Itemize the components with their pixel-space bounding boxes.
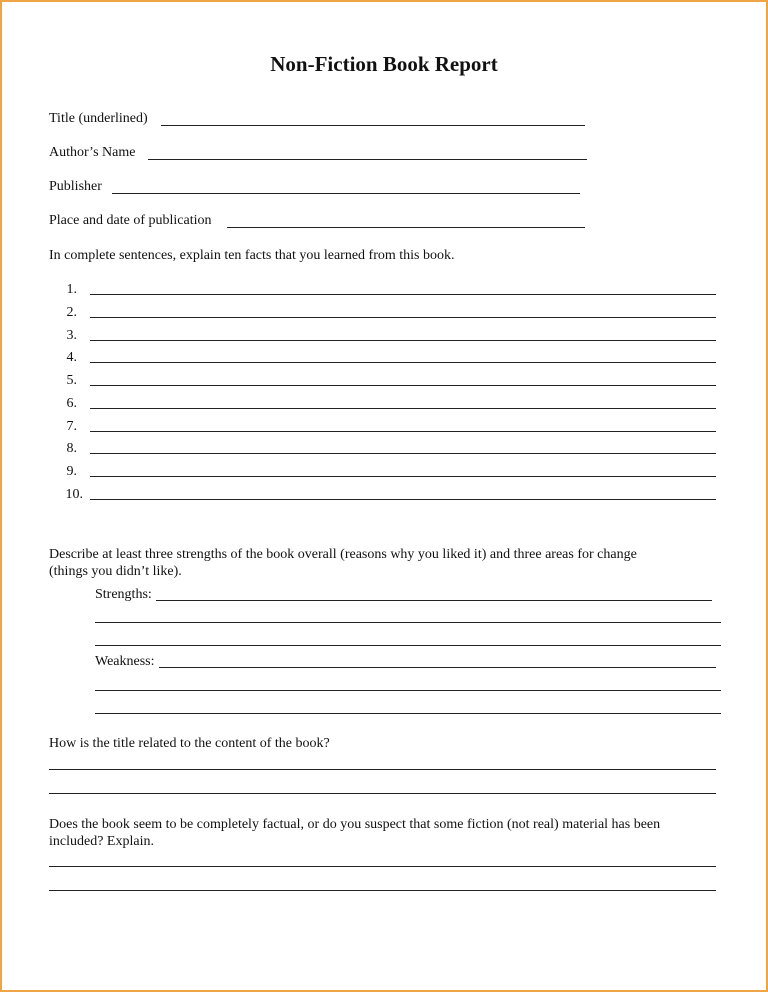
strengths-line[interactable]	[95, 645, 721, 646]
fact-line[interactable]	[90, 385, 716, 386]
fact-number: 10.	[65, 487, 83, 502]
fact-line[interactable]	[90, 499, 716, 500]
fact-number: 8.	[66, 441, 77, 456]
factual-answer-line[interactable]	[49, 890, 716, 891]
fact-line[interactable]	[90, 476, 716, 477]
fact-line[interactable]	[90, 431, 716, 432]
fact-number: 6.	[66, 396, 77, 411]
place-date-field-label: Place and date of publication	[49, 213, 212, 228]
fact-line[interactable]	[90, 408, 716, 409]
author-field-line[interactable]	[148, 159, 587, 160]
fact-number: 7.	[66, 419, 77, 434]
fact-number: 5.	[66, 373, 77, 388]
publisher-field-line[interactable]	[112, 193, 580, 194]
strengths-prompt-line1: Describe at least three strengths of the book overall (reasons why you liked it) and three areas for change	[49, 547, 637, 562]
fact-number: 2.	[66, 305, 77, 320]
factual-question-line2: included? Explain.	[49, 834, 154, 849]
title-field-line[interactable]	[161, 125, 585, 126]
place-date-field-line[interactable]	[227, 227, 585, 228]
title-question: How is the title related to the content of the book?	[49, 736, 330, 751]
fact-line[interactable]	[90, 362, 716, 363]
facts-prompt: In complete sentences, explain ten facts that you learned from this book.	[49, 248, 455, 263]
factual-answer-line[interactable]	[49, 866, 716, 867]
fact-number: 4.	[66, 350, 77, 365]
fact-line[interactable]	[90, 453, 716, 454]
strengths-prompt-line2: (things you didn’t like).	[49, 564, 182, 579]
author-field-label: Author’s Name	[49, 145, 136, 160]
fact-line[interactable]	[90, 340, 716, 341]
title-answer-line[interactable]	[49, 769, 716, 770]
weakness-line[interactable]	[95, 713, 721, 714]
publisher-field-label: Publisher	[49, 179, 102, 194]
fact-number: 3.	[66, 328, 77, 343]
title-field-label: Title (underlined)	[49, 111, 148, 126]
weakness-line[interactable]	[95, 690, 721, 691]
fact-line[interactable]	[90, 317, 716, 318]
strengths-label: Strengths:	[95, 587, 152, 602]
weakness-line[interactable]	[159, 667, 716, 668]
weakness-label: Weakness:	[95, 654, 155, 669]
fact-line[interactable]	[90, 294, 716, 295]
fact-number: 1.	[66, 282, 77, 297]
factual-question-line1: Does the book seem to be completely factual, or do you suspect that some fiction (not real) material has been	[49, 817, 661, 832]
page-title: Non-Fiction Book Report	[270, 52, 498, 76]
title-answer-line[interactable]	[49, 793, 716, 794]
fact-number: 9.	[66, 464, 77, 479]
strengths-line[interactable]	[156, 600, 712, 601]
strengths-line[interactable]	[95, 622, 721, 623]
